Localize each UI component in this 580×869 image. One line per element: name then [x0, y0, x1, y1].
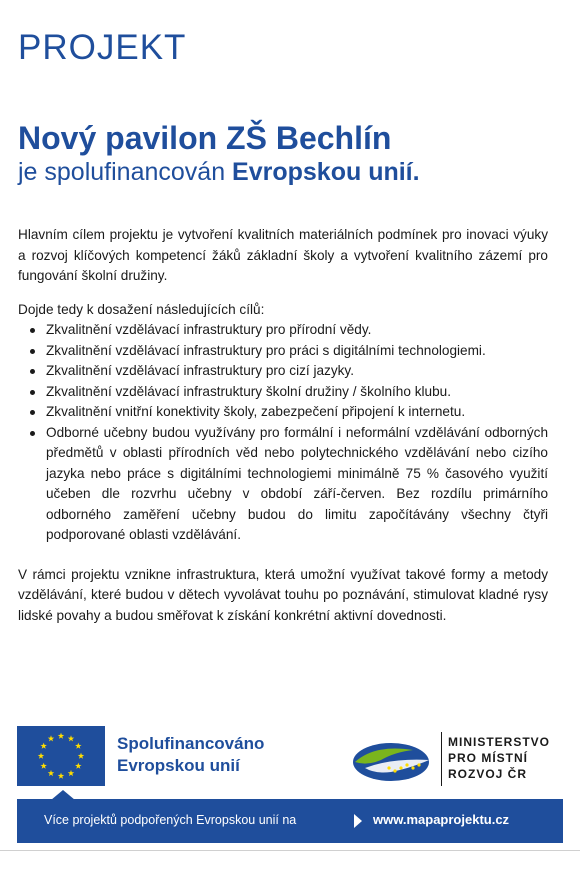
mmr-divider [441, 732, 442, 786]
headline-title: Nový pavilon ZŠ Bechlín [18, 120, 392, 156]
eu-star [68, 770, 74, 776]
banner-text: Více projektů podpořených Evropskou unií na [44, 813, 297, 827]
eu-star [75, 763, 81, 769]
banner-url-link[interactable]: www.mapaprojektu.cz [373, 812, 510, 827]
page-title: PROJEKT [18, 28, 187, 67]
goal-item: Zkvalitnění vzdělávací infrastruktury pro přírodní vědy. [46, 320, 548, 341]
goals-intro: Dojde tedy k dosažení následujících cílů: [18, 301, 265, 317]
goal-item: Zkvalitnění vzdělávací infrastruktury pro cizí jazyky. [46, 361, 548, 382]
eu-star [48, 735, 54, 741]
eu-label-line1: Spolufinancováno [117, 734, 265, 753]
goal-item: Zkvalitnění vzdělávací infrastruktury školní družiny / školního klubu. [46, 382, 548, 403]
mmr-line1: MINISTERSTVO [448, 735, 551, 749]
goal-item: Odborné učebny budou využívány pro formální i neformální vzdělávání odborných předmětů v oblasti přírodních věd nebo polytechnického vzdělávání nebo cizího jazyka nebo práce s digitálními technologiemi minimálně 75 % časového využití učeben dle rozvrhu učebny v období září-červen. Bez rozdílu primárního odborného zaměření učebny budou do limitu započítávány všechny čtyři podporované oblasti vzdělávání. [46, 423, 548, 546]
eu-flag-icon [17, 726, 105, 786]
mmr-name [448, 734, 550, 782]
mmr-logo-block [351, 732, 563, 788]
intro-paragraph: Hlavním cílem projektu je vytvoření kvalitních materiálních podmínek pro inovaci výuky a rozvoj klíčových kompetencí žáků základní školy a vytvoření kvalitního zázemí pro fungování školní družiny. [18, 227, 548, 283]
mmr-logo-icon [351, 738, 435, 789]
arrow-right-icon [354, 814, 362, 828]
eu-star [40, 763, 46, 769]
eu-star [38, 753, 44, 759]
eu-star [78, 753, 84, 759]
eu-star [68, 735, 74, 741]
headline-subtitle [18, 156, 563, 188]
footer [17, 726, 563, 844]
goals-list [18, 320, 548, 546]
mmr-line3: ROZVOJ ČR [448, 767, 528, 781]
closing-paragraph: V rámci projektu vznikne infrastruktura, která umožní využívat takové formy a metody vzdělávání, které budou v dětech vyvolávat touhu po poznávání, stimulovat kladné rysy lidské povahy a budou směřovat k získání konkrétní aktivní dovednosti. [18, 566, 548, 623]
eu-label-line2: Evropskou unií [117, 756, 240, 775]
mmr-line2: PRO MÍSTNÍ [448, 751, 529, 765]
eu-star [58, 773, 64, 779]
goal-item: Zkvalitnění vnitřní konektivity školy, zabezpečení připojení k internetu. [46, 402, 548, 423]
eu-star [58, 733, 64, 739]
eu-star [40, 743, 46, 749]
headline [18, 120, 563, 188]
headline-subtitle-prefix: je spolufinancován [18, 158, 233, 186]
bottom-divider [0, 850, 580, 851]
body-text [18, 225, 548, 626]
goal-item: Zkvalitnění vzdělávací infrastruktury pro práci s digitálními technologiemi. [46, 341, 548, 362]
eu-star [48, 770, 54, 776]
eu-cofinanced-label [117, 733, 264, 777]
headline-subtitle-bold: Evropskou unií. [232, 158, 420, 186]
project-map-banner[interactable] [17, 799, 563, 843]
eu-star [75, 743, 81, 749]
